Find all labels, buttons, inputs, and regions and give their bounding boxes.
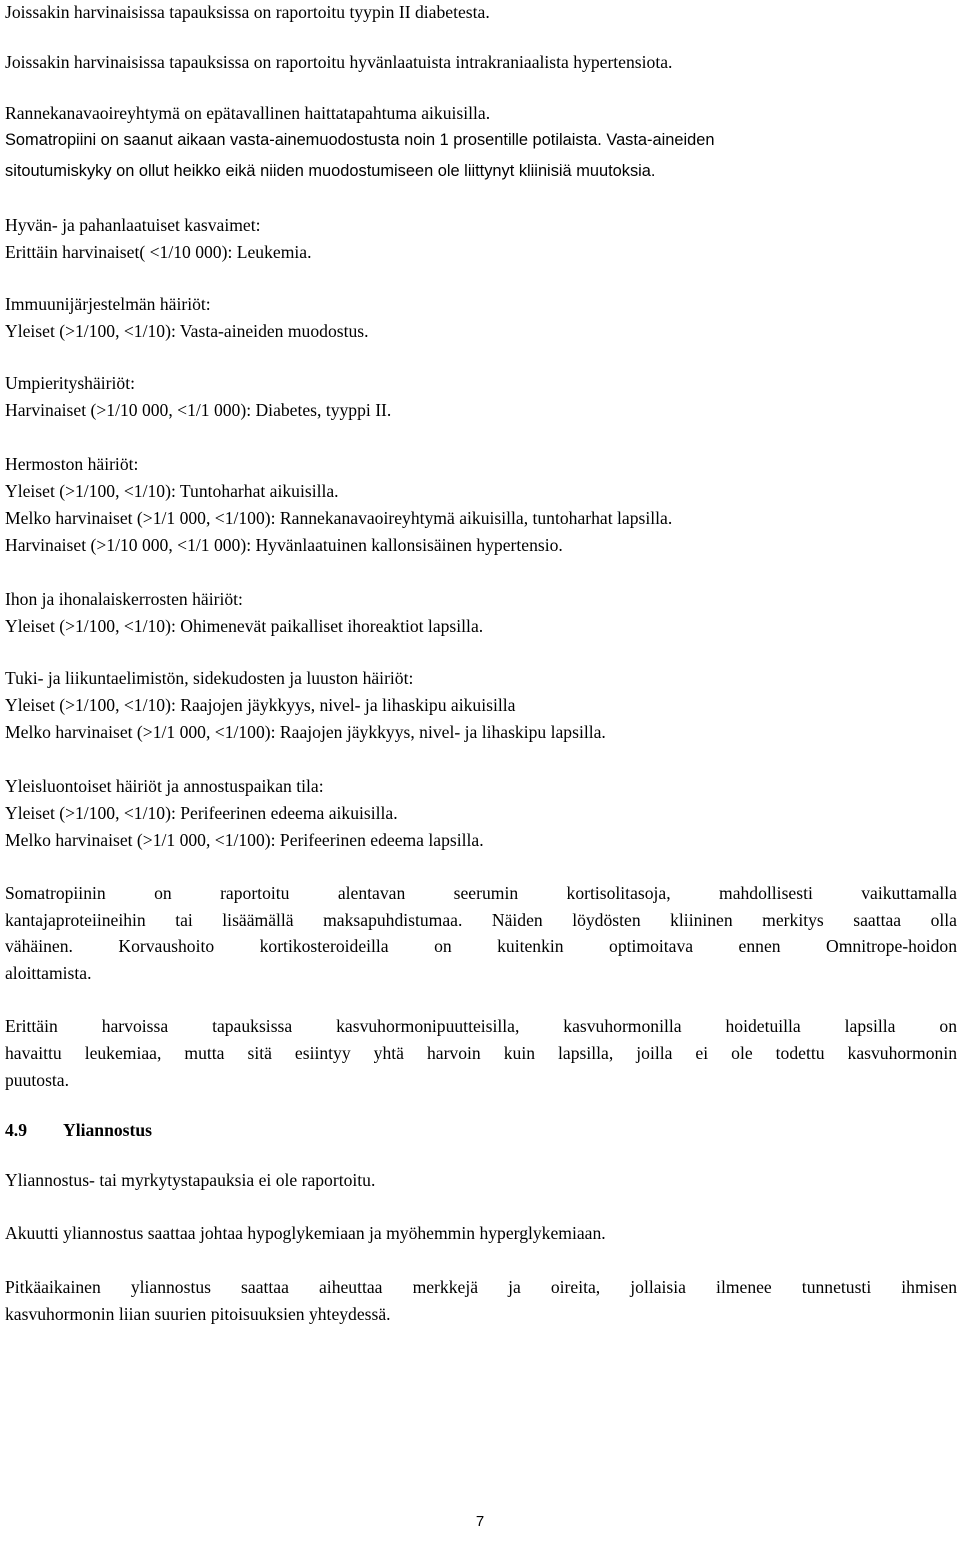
section-heading	[5, 1119, 152, 1141]
section-label: Yleisluontoiset häiriöt ja annostuspaikan tila:	[5, 776, 324, 796]
paragraph-line: Somatropiinin on raportoitu alentavan seerumin kortisolitasoja, mahdollisesti vaikuttamalla	[5, 883, 957, 903]
text-line: Akuutti yliannostus saattaa johtaa hypoglykemiaan ja myöhemmin hyperglykemiaan.	[5, 1223, 606, 1243]
section-title: Yliannostus	[63, 1120, 152, 1140]
text-line: Yleiset (>1/100, <1/10): Raajojen jäykkyys, nivel- ja lihaskipu aikuisilla	[5, 695, 516, 715]
paragraph-line: havaittu leukemiaa, mutta sitä esiintyy yhtä harvoin kuin lapsilla, joilla ei ole todettu kasvuhormonin	[5, 1043, 957, 1063]
text-line: Melko harvinaiset (>1/1 000, <1/100): Raajojen jäykkyys, nivel- ja lihaskipu lapsilla.	[5, 722, 606, 742]
paragraph-line: Erittäin harvoissa tapauksissa kasvuhormonipuutteisilla, kasvuhormonilla hoidetuilla lapsilla on	[5, 1016, 957, 1036]
text-line: Yleiset (>1/100, <1/10): Ohimenevät paikalliset ihoreaktiot lapsilla.	[5, 616, 484, 636]
text-line: Somatropiini on saanut aikaan vasta-ainemuodostusta noin 1 prosentille potilaista. Vasta-aineiden	[5, 131, 715, 149]
text-line: Yleiset (>1/100, <1/10): Vasta-aineiden muodostus.	[5, 321, 369, 341]
page-number: 7	[475, 1513, 485, 1530]
paragraph-line: kasvuhormonin liian suurien pitoisuuksien yhteydessä.	[5, 1304, 391, 1324]
section-label: Umpierityshäiriöt:	[5, 373, 135, 393]
section-label: Immuunijärjestelmän häiriöt:	[5, 294, 211, 314]
text-line: Joissakin harvinaisissa tapauksissa on raportoitu hyvänlaatuista intrakraniaalista hypertensiota.	[5, 52, 673, 72]
text-line: sitoutumiskyky on ollut heikko eikä niiden muodostumiseen ole liittynyt kliinisiä muutoksia.	[5, 162, 656, 180]
text-line: Yleiset (>1/100, <1/10): Perifeerinen edeema aikuisilla.	[5, 803, 398, 823]
section-label: Hyvän- ja pahanlaatuiset kasvaimet:	[5, 215, 261, 235]
paragraph-line: kantajaproteiineihin tai lisäämällä maksapuhdistumaa. Näiden löydösten kliininen merkitys saattaa olla	[5, 910, 957, 930]
text-line: Harvinaiset (>1/10 000, <1/1 000): Diabetes, tyyppi II.	[5, 400, 392, 420]
section-label: Ihon ja ihonalaiskerrosten häiriöt:	[5, 589, 243, 609]
section-number: 4.9	[5, 1120, 27, 1140]
section-label: Tuki- ja liikuntaelimistön, sidekudosten ja luuston häiriöt:	[5, 668, 414, 688]
text-line: Melko harvinaiset (>1/1 000, <1/100): Perifeerinen edeema lapsilla.	[5, 830, 484, 850]
text-line: Yliannostus- tai myrkytystapauksia ei ole raportoitu.	[5, 1170, 376, 1190]
section-label: Hermoston häiriöt:	[5, 454, 139, 474]
text-line: Erittäin harvinaiset( <1/10 000): Leukemia.	[5, 242, 312, 262]
text-line: Rannekanavaoireyhtymä on epätavallinen haittatapahtuma aikuisilla.	[5, 103, 491, 123]
paragraph-line: puutosta.	[5, 1070, 70, 1090]
text-line: Yleiset (>1/100, <1/10): Tuntoharhat aikuisilla.	[5, 481, 339, 501]
paragraph-line: vähäinen. Korvaushoito kortikosteroideilla on kuitenkin optimoitava ennen Omnitrope-hoidon	[5, 936, 957, 956]
text-line: Joissakin harvinaisissa tapauksissa on raportoitu tyypin II diabetesta.	[5, 2, 490, 22]
paragraph-line: aloittamista.	[5, 963, 92, 983]
paragraph-line: Pitkäaikainen yliannostus saattaa aiheuttaa merkkejä ja oireita, jollaisia ilmenee tunnetusti ihmisen	[5, 1277, 957, 1297]
text-line: Melko harvinaiset (>1/1 000, <1/100): Rannekanavaoireyhtymä aikuisilla, tuntoharhat lapsilla.	[5, 508, 673, 528]
text-line: Harvinaiset (>1/10 000, <1/1 000): Hyvänlaatuinen kallonsisäinen hypertensio.	[5, 535, 563, 555]
